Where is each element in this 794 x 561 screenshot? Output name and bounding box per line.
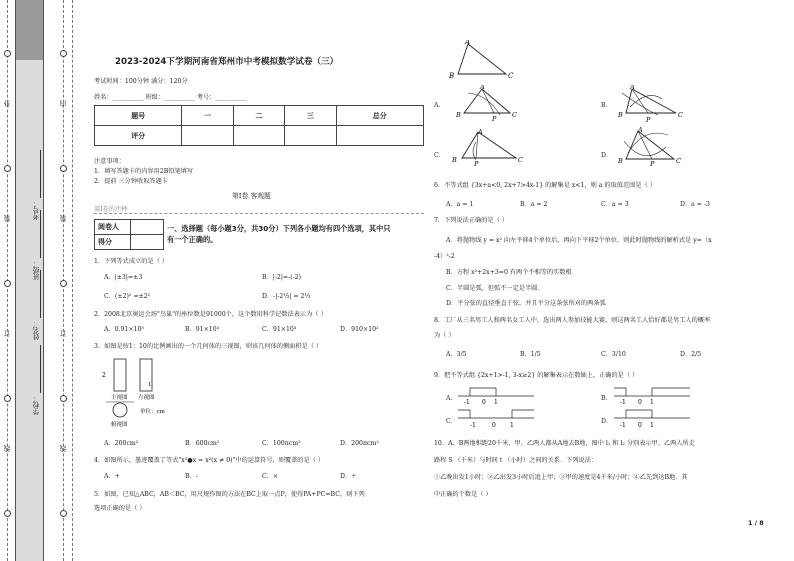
q4-option-b[interactable]: B．- (185, 473, 198, 480)
q6-option-a[interactable]: A．a = 1 (446, 201, 474, 208)
dim-width: 1 (148, 382, 152, 388)
binding-hole (60, 395, 67, 402)
question-8: 8．工厂从三名男工人和两名女工人中，选出两人参加技能大赛，则这两名工人恰好都是男工人的概率 (434, 317, 711, 324)
vertex-c: C (518, 156, 523, 164)
q1-option-b[interactable]: B．|-2|=-(-2) (262, 274, 302, 281)
question-10-line2: 路程 S （千米）与时间 t （小时）之间的关系．下列说法： (434, 457, 598, 464)
q6-option-b[interactable]: B．a = 2 (520, 201, 548, 208)
q2-option-c[interactable]: C．91×10³ (262, 326, 297, 333)
vertex-c: C (512, 111, 517, 119)
q5-option-b-figure[interactable] (614, 85, 694, 125)
question-5: 5．如图，已知△ABC，AB＜BC，用尺规作图的方法在BC上取一点P，使得PA+PC=BC，则下列 (94, 491, 365, 498)
question-4: 4．如图所示，墨迹覆盖了等式"x³●x = x²(x ≠ 0)"中的运算符号，则覆盖的是（ ） (94, 457, 324, 464)
q7-option-b[interactable]: B．方程 x²+2x+3=0 有两个不相等的实数根 (446, 269, 572, 276)
q8-option-a[interactable]: A．3/5 (446, 351, 467, 358)
section-heading-2: 有一个正确的。 (167, 235, 218, 244)
q5-option-d-figure[interactable] (614, 127, 694, 167)
vertex-a: A (630, 85, 635, 91)
point-p: P (650, 160, 655, 167)
q3-option-d[interactable]: D．200πcm² (340, 440, 379, 447)
volume-note: 第Ⅰ卷的注释 (94, 206, 128, 213)
score-header: 题号 (95, 106, 182, 126)
section-divider (94, 213, 424, 214)
exam-title: 2023-2024下学期河南省郑州市中考模拟数学试卷（三） (115, 57, 339, 67)
tick-label: 0 (482, 399, 486, 406)
ray-left (458, 410, 470, 418)
segment-ap (632, 89, 648, 113)
q4-option-d[interactable]: D．÷ (340, 473, 357, 480)
binding-hole (4, 165, 11, 172)
q3-option-c[interactable]: C．100πcm² (262, 440, 301, 447)
ray-left (614, 388, 626, 396)
q5-option-d-label[interactable]: D． (601, 152, 613, 159)
binding-strip-top (15, 0, 43, 60)
dim-height: 2 (102, 372, 106, 379)
q5-option-c-figure[interactable] (448, 128, 528, 166)
q3-option-b[interactable]: B．600cm² (185, 440, 220, 447)
inner-mark: 订 (60, 330, 68, 337)
judge-label: 阅卷人 (95, 220, 131, 235)
arc (622, 93, 658, 115)
q8-option-d[interactable]: D．2/5 (680, 351, 702, 358)
outer-mark: 订 (4, 330, 12, 337)
score-row-label: 评分 (95, 126, 182, 146)
number-label: 考号： (33, 200, 41, 220)
outer-mark: 线 (4, 445, 12, 452)
school-field[interactable] (40, 345, 41, 393)
question-6: 6．不等式组 {3x+a<0, 2x+7>4x-1} 的解集是 x<1，则 a 的取值范围是（ ） (434, 182, 656, 189)
judge-table (94, 219, 164, 250)
judge-label: 得分 (95, 235, 131, 250)
q9-option-b-numberline[interactable] (612, 382, 694, 406)
vertex-b: B (452, 156, 457, 164)
arc (468, 93, 500, 115)
arc (630, 95, 662, 107)
segment-ap (482, 89, 494, 113)
q7-option-a[interactable]: A．将抛物线 y = x² 向左平移4个单位后，再向下平移2个单位，则此时抛物线的解析式是 y=（x (446, 237, 712, 244)
q9-option-d-numberline[interactable] (612, 406, 694, 430)
tick-label: 1 (650, 399, 654, 406)
inner-mark: 线 (60, 445, 68, 452)
triangle (462, 132, 516, 158)
score-header: 二 (233, 106, 284, 126)
segment-ap (638, 131, 652, 159)
score-header: 一 (182, 106, 233, 126)
question-7: 7．下列说法正确的是（ ） (434, 217, 508, 224)
question-10-line4: 中正确的个数是（ ） (434, 491, 492, 498)
q5-option-a-label[interactable]: A． (434, 102, 445, 109)
question-10: 10．A、B两地相距20千米，甲、乙两人都从A地去B地，图中 l₁ 和 l₂ 分别表示甲、乙两人所走 (434, 440, 695, 447)
q7-option-c[interactable]: C．半圆是弧，但弧不一定是半圆． (446, 285, 544, 292)
inner-cut-line-2 (72, 0, 73, 561)
solution-bracket (626, 410, 652, 418)
tick-label: -1 (620, 422, 626, 429)
binding-hole (60, 280, 67, 287)
q7-option-a-cont: -4）²-2 (434, 253, 455, 260)
name-label: 姓名： (33, 320, 41, 340)
q4-option-c[interactable]: C．× (262, 473, 279, 480)
q1-option-d[interactable]: D．-|-2⅓| = 2⅓ (262, 293, 311, 300)
binding-hole (60, 165, 67, 172)
volume-title: 第Ⅰ卷 客观题 (232, 192, 271, 200)
front-view-rect (114, 359, 126, 391)
note-item: 2．提前 三分钟收取答题卡 (94, 178, 168, 185)
score-header: 三 (285, 106, 336, 126)
q9-option-b-label[interactable]: B． (601, 395, 612, 402)
vertex-b: B (618, 111, 623, 119)
section-heading: 一、选择题（每小题3分，共30分）下列各小题均有四个选项，其中只 (167, 224, 391, 233)
strip-border-left (15, 0, 16, 561)
ray-right (512, 410, 534, 418)
vertex-a: A (638, 127, 643, 134)
tick-label: 0 (638, 422, 642, 429)
top-view-circle (113, 403, 127, 417)
question-2: 2．2008北京奥运会场"鸟巢"的座位数是91000个，这个数用科学记数法表示为（ ） (94, 311, 327, 318)
binding-hole (4, 395, 11, 402)
q5-option-a-figure[interactable] (448, 85, 528, 123)
school-label: 学校： (33, 395, 41, 415)
vertex-c: C (676, 157, 681, 165)
vertex-c: C (508, 72, 514, 80)
judge-cell[interactable] (131, 220, 164, 235)
binding-hole (4, 280, 11, 287)
score-table (94, 105, 424, 146)
q6-option-c[interactable]: C．a = 3 (601, 201, 629, 208)
q9-option-a-label[interactable]: A． (446, 395, 457, 402)
question-3: 3．如图是按1：10的比例画出的一个几何体的三视图，则该几何体的侧面积是（ ） (94, 343, 323, 350)
tick-label: 1 (494, 399, 498, 406)
vertex-c: C (678, 111, 683, 119)
unit-label: 单位：cm (140, 409, 165, 415)
binding-hole (60, 50, 67, 57)
q8-option-c[interactable]: C．3/10 (601, 351, 626, 358)
q5-option-b-label[interactable]: B． (601, 102, 612, 109)
q1-option-c[interactable]: C．(±2)² =±2² (104, 293, 151, 300)
q9-option-d-label[interactable]: D． (601, 418, 613, 425)
strip-border-right (43, 0, 44, 561)
inner-mark: 装 (60, 215, 68, 222)
q6-option-d[interactable]: D．a = -3 (680, 201, 710, 208)
student-info-line[interactable]: 姓名：__________ 班级：__________ 考号：__________ (94, 94, 247, 101)
q3-option-a[interactable]: A．200cm² (104, 440, 139, 447)
q5-option-c-label[interactable]: C． (434, 152, 445, 159)
binding-hole (4, 50, 11, 57)
q8-option-b[interactable]: B．1/5 (520, 351, 541, 358)
page-number: 1 / 8 (748, 519, 764, 527)
inner-mark: 内 (60, 100, 68, 107)
q2-option-d[interactable]: D．910×10² (340, 326, 379, 333)
tick-label: 0 (638, 399, 642, 406)
tick-label: -1 (620, 399, 626, 406)
point-p: P (646, 116, 651, 124)
tick-label: 1 (510, 422, 514, 429)
notes-title: 注意事项： (94, 158, 125, 165)
q7-option-d[interactable]: D．平分弦的直径垂直于弦，并且平分这条弦所对的两条弧 (446, 300, 606, 307)
outer-mark: 装 (4, 215, 12, 222)
question-8-line2: 为（ ） (434, 332, 455, 339)
q9-option-c-numberline[interactable] (456, 406, 538, 430)
side-view-label: 左视图 (138, 395, 155, 401)
tick-label: -1 (464, 399, 470, 406)
tick-label: 1 (650, 422, 654, 429)
q9-option-a-numberline[interactable] (456, 382, 538, 406)
score-cell[interactable] (285, 126, 336, 146)
q2-option-b[interactable]: B．91×10³ (185, 326, 220, 333)
tick-label: 0 (492, 422, 496, 429)
tick-label: -1 (470, 422, 476, 429)
front-view-label: 主视图 (111, 395, 128, 401)
point-p: P (492, 115, 497, 123)
q2-option-a[interactable]: A．0.91×10⁵ (104, 326, 144, 333)
vertex-a: A (480, 85, 485, 91)
q4-option-a[interactable]: A．+ (104, 473, 120, 480)
question-5-line2: 选项正确的是（ ） (94, 505, 146, 512)
number-field[interactable] (40, 150, 41, 198)
vertex-b: B (456, 111, 461, 119)
arc (473, 142, 476, 160)
score-cell[interactable] (233, 126, 284, 146)
solution-bracket (470, 388, 496, 396)
exam-info: 考试时间：100分钟 满分：120分 (94, 78, 188, 85)
class-label: 班级： (33, 260, 41, 280)
question-10-line3: ①乙晚出发1小时；②乙出发3小时后追上甲；③甲的速度是4千米/小时；④乙先到达B地．其 (434, 474, 688, 481)
ray-right (652, 388, 690, 396)
note-item: 1．填写答题卡的内容用2B铅笔填写 (94, 168, 194, 175)
vertex-b: B (618, 157, 623, 165)
vertex-a: A (465, 40, 471, 46)
top-view-label: 俯视图 (111, 422, 128, 428)
point-p: P (474, 160, 479, 166)
question-9: 9．把不等式组 {2x+1>-1, 3-x≥2} 的解集表示在数轴上，正确的是（ ） (434, 372, 639, 379)
vertex-a: A (478, 128, 483, 136)
three-view-figure (100, 355, 220, 430)
q9-option-c-label[interactable]: C． (446, 418, 457, 425)
q1-option-a[interactable]: A．|±3|=±3 (104, 274, 143, 281)
triangle (464, 89, 510, 113)
outer-mark: 外 (4, 100, 12, 107)
judge-cell[interactable] (131, 235, 164, 250)
binding-hole (60, 510, 67, 517)
score-header: 总分 (336, 106, 423, 126)
score-cell[interactable] (182, 126, 233, 146)
score-cell[interactable] (336, 126, 423, 146)
triangle-abc (458, 44, 506, 74)
q5-triangle-figure (448, 40, 518, 82)
vertex-b: B (449, 72, 455, 80)
question-1: 1．下列等式成立的是（ ） (94, 258, 168, 265)
binding-strip-shade (15, 0, 43, 561)
binding-hole (4, 510, 11, 517)
